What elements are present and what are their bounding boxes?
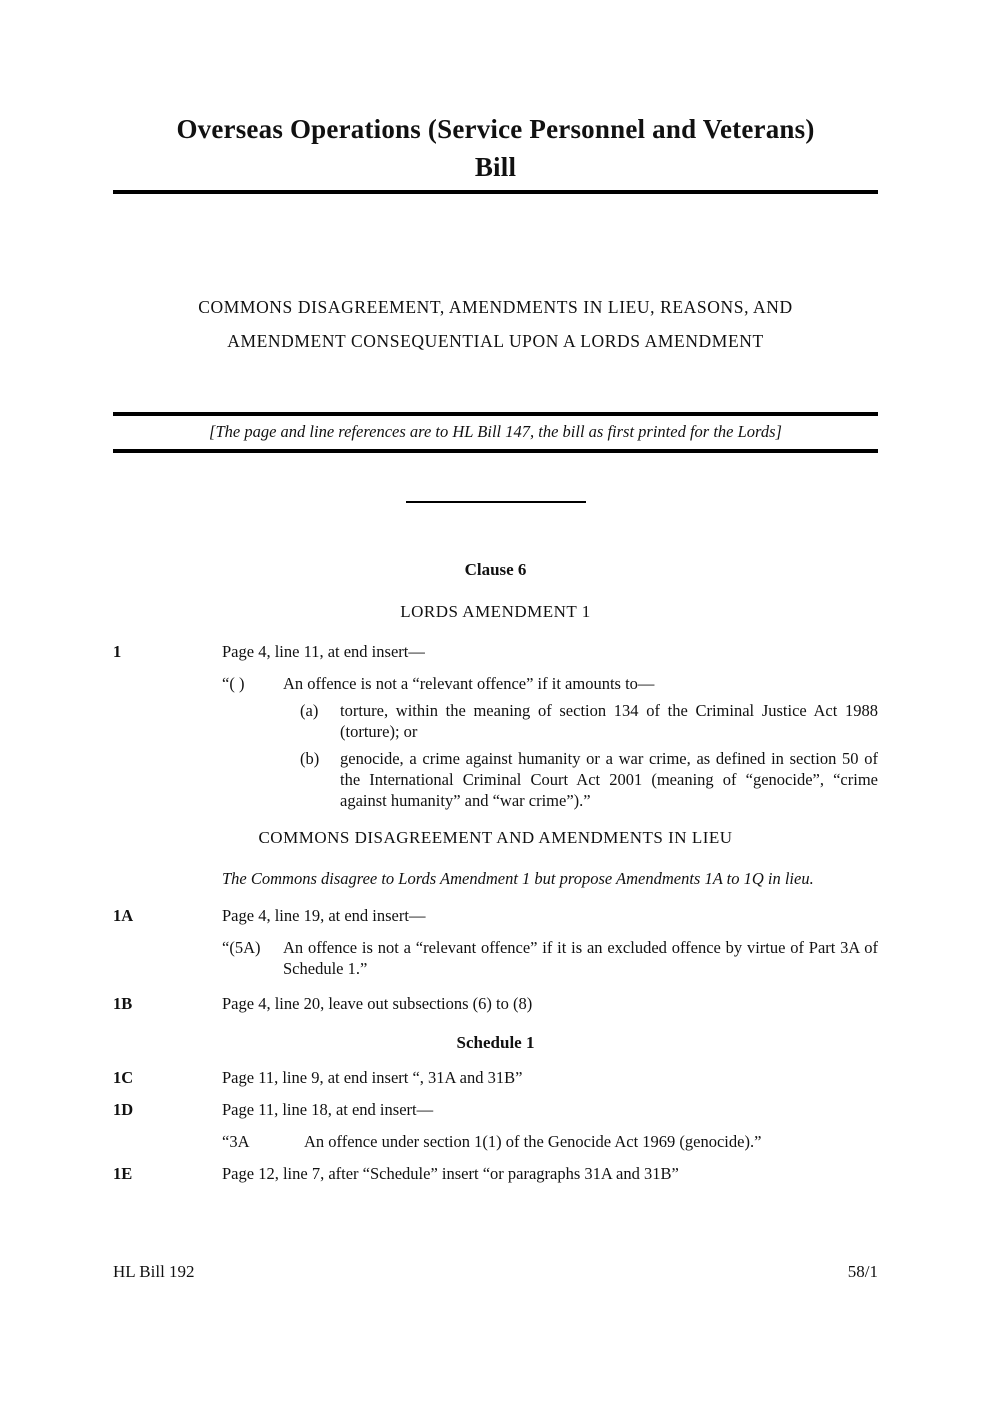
- amendment-1A-instruction: Page 4, line 19, at end insert—: [222, 906, 426, 925]
- amendment-1D-paragraph: [222, 1131, 878, 1152]
- amendment-1-item-b-text: genocide, a crime against humanity or a war crime, as defined in section 50 of the International Criminal Court Act 2001 (meaning of “genocide”, “crime against humanity” and “war crime”).”: [340, 749, 878, 810]
- document-subtitle-line1: COMMONS DISAGREEMENT, AMENDMENTS IN LIEU, REASONS, AND: [198, 297, 793, 317]
- amendment-1C-number: 1C: [113, 1068, 134, 1087]
- document-title-line1: Overseas Operations (Service Personnel and Veterans): [176, 114, 815, 144]
- amendment-1A: [113, 905, 878, 979]
- amendment-1-item-a-text: torture, within the meaning of section 134 of the Criminal Justice Act 1988 (torture); or: [340, 701, 878, 741]
- reference-note-box: [113, 412, 878, 453]
- title-divider-rule: [113, 190, 878, 194]
- lords-amendment-heading: LORDS AMENDMENT 1: [400, 602, 591, 621]
- amendment-1D-paragraph-label: “3A: [222, 1132, 250, 1151]
- amendment-1-item-b-label: (b): [300, 749, 320, 768]
- amendment-1C-body: [222, 1067, 878, 1088]
- amendment-1E-body: [222, 1163, 878, 1184]
- amendment-1-instruction: Page 4, line 11, at end insert—: [222, 642, 425, 661]
- amendment-1A-subsection-text: An offence is not a “relevant offence” if it is an excluded offence by virtue of Part 3A of Schedule 1.”: [283, 938, 878, 978]
- amendment-1C-instruction: Page 11, line 9, at end insert “, 31A and 31B”: [222, 1068, 523, 1087]
- amendment-1A-number: 1A: [113, 906, 134, 925]
- amendment-1C: [113, 1067, 878, 1088]
- commons-disagreement-heading: COMMONS DISAGREEMENT AND AMENDMENTS IN LIEU: [258, 828, 733, 847]
- document-subtitle-line2: AMENDMENT CONSEQUENTIAL UPON A LORDS AMENDMENT: [227, 331, 764, 351]
- reference-box-bottom-rule: [113, 449, 878, 453]
- schedule-1-heading: Schedule 1: [456, 1033, 535, 1052]
- amendment-1-item-a: [300, 700, 878, 742]
- amendment-1A-subsection: [222, 937, 878, 979]
- amendment-1B-instruction: Page 4, line 20, leave out subsections (6) to (8): [222, 994, 533, 1013]
- document-subtitle: [113, 290, 878, 358]
- amendment-1E-number: 1E: [113, 1164, 133, 1183]
- amendment-1-subsection-label: “( ): [222, 674, 245, 693]
- amendment-1A-body: [222, 905, 878, 979]
- clause-6-heading: Clause 6: [464, 560, 527, 579]
- section-divider-rule: [406, 501, 586, 503]
- amendment-1A-subsection-label: “(5A): [222, 938, 261, 957]
- amendment-1: [113, 641, 878, 811]
- amendment-1B-number: 1B: [113, 994, 133, 1013]
- document-content: [0, 110, 991, 1184]
- amendment-1D-instruction: Page 11, line 18, at end insert—: [222, 1100, 434, 1119]
- page-footer: [113, 1262, 878, 1282]
- amendment-1-item-b: [300, 748, 878, 811]
- reference-note-text: [The page and line references are to HL Bill 147, the bill as first printed for the Lords]: [209, 422, 782, 441]
- footer-bill-number: HL Bill 192: [113, 1262, 195, 1281]
- footer-session-number: 58/1: [847, 1262, 878, 1281]
- amendment-1B-body: [222, 993, 878, 1014]
- document-title-line2: Bill: [474, 152, 517, 182]
- amendment-1E: [113, 1163, 878, 1184]
- amendment-1-number: 1: [113, 642, 122, 661]
- amendment-1D-paragraph-text: An offence under section 1(1) of the Genocide Act 1969 (genocide).”: [304, 1132, 762, 1151]
- amendment-1B: [113, 993, 878, 1014]
- amendment-1-subsection: [222, 673, 878, 694]
- amendment-1D-body: [222, 1099, 878, 1152]
- amendment-1-subsection-text: An offence is not a “relevant offence” if it amounts to—: [283, 674, 655, 693]
- amendment-1D-number: 1D: [113, 1100, 134, 1119]
- commons-disagreement-note: The Commons disagree to Lords Amendment 1 but propose Amendments 1A to 1Q in lieu.: [222, 869, 814, 888]
- amendment-1-body: [222, 641, 878, 811]
- amendment-1-item-a-label: (a): [300, 701, 319, 720]
- amendment-1D: [113, 1099, 878, 1152]
- document-title: [113, 110, 878, 186]
- amendment-1E-instruction: Page 12, line 7, after “Schedule” insert “or paragraphs 31A and 31B”: [222, 1164, 679, 1183]
